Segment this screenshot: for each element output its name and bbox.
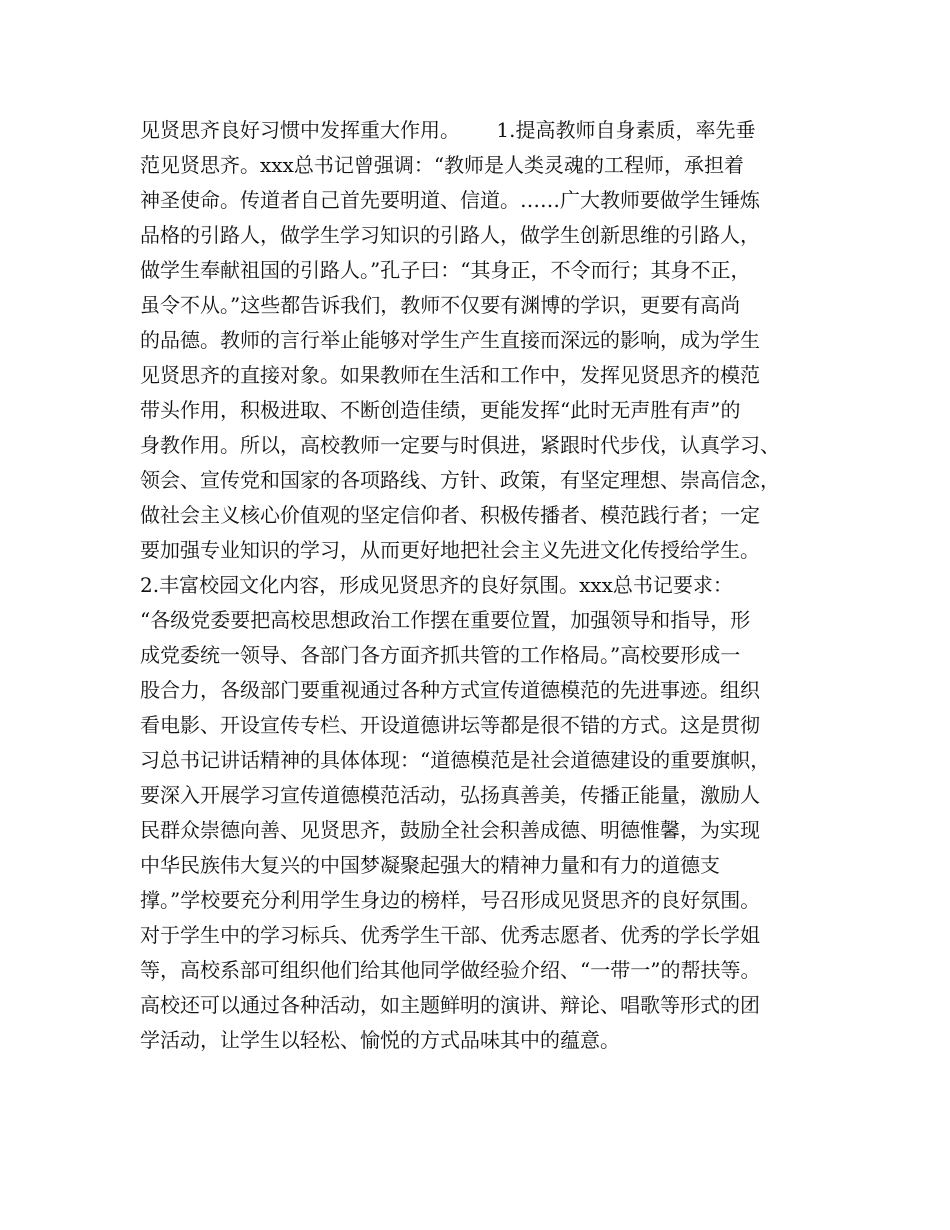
text-line: 成党委统一领导、各部门各方面齐抓共管的工作格局。”高校要形成一 — [140, 643, 741, 667]
text-line: 虽令不从。”这些都告诉我们，教师不仅要有渊博的学识，更要有高尚 — [140, 293, 741, 317]
text-line: 中华民族伟大复兴的中国梦凝聚起强大的精神力量和有力的道德支 — [140, 853, 720, 877]
text-line: 领会、宣传党和国家的各项路线、方针、政策，有坚定理想、崇高信念， — [140, 468, 780, 492]
text-line: 学活动，让学生以轻松、愉悦的方式品味其中的蕴意。 — [140, 1028, 620, 1052]
text-line: 要深入开展学习宣传道德模范活动，弘扬真善美，传播正能量，激励人 — [140, 783, 760, 807]
text-line: 2.丰富校园文化内容，形成见贤思齐的良好氛围。xxx总书记要求： — [140, 573, 733, 597]
text-line: 神圣使命。传道者自己首先要明道、信道。……广大教师要做学生锤炼 — [140, 188, 760, 212]
text-line: 高校还可以通过各种活动，如主题鲜明的演讲、辩论、唱歌等形式的团 — [140, 993, 760, 1017]
text-line: 带头作用，积极进取、不断创造佳绩，更能发挥“此时无声胜有声”的 — [140, 398, 741, 422]
text-line: 看电影、开设宣传专栏、开设道德讲坛等都是很不错的方式。这是贯彻 — [140, 713, 760, 737]
text-line: 范见贤思齐。xxx总书记曾强调：“教师是人类灵魂的工程师，承担着 — [140, 153, 745, 177]
text-line: 做学生奉献祖国的引路人。”孔子曰：“其身正，不令而行；其身不正， — [140, 258, 751, 282]
text-line: 品格的引路人，做学生学习知识的引路人，做学生创新思维的引路人， — [140, 223, 760, 247]
text-line: 民群众崇德向善、见贤思齐，鼓励全社会积善成德、明德惟馨，为实现 — [140, 818, 760, 842]
body-text — [140, 113, 830, 1058]
text-line: 要加强专业知识的学习，从而更好地把社会主义先进文化传授给学生。 — [140, 538, 760, 562]
text-line: 的品德。教师的言行举止能够对学生产生直接而深远的影响，成为学生 — [140, 328, 760, 352]
text-line: 习总书记讲话精神的具体体现：“道德模范是社会道德建设的重要旗帜， — [140, 748, 771, 772]
text-line: 见贤思齐的直接对象。如果教师在生活和工作中，发挥见贤思齐的模范 — [140, 363, 760, 387]
text-line: 见贤思齐良好习惯中发挥重大作用。 1.提高教师自身素质，率先垂 — [140, 118, 756, 142]
text-line: 股合力，各级部门要重视通过各种方式宣传道德模范的先进事迹。组织 — [140, 678, 760, 702]
text-line: 对于学生中的学习标兵、优秀学生干部、优秀志愿者、优秀的学长学姐 — [140, 923, 760, 947]
text-line: 做社会主义核心价值观的坚定信仰者、积极传播者、模范践行者；一定 — [140, 503, 760, 527]
text-line: 身教作用。所以，高校教师一定要与时俱进，紧跟时代步伐，认真学习、 — [140, 433, 780, 457]
text-line: 撑。”学校要充分利用学生身边的榜样，号召形成见贤思齐的良好氛围。 — [140, 888, 761, 912]
text-line: “各级党委要把高校思想政治工作摆在重要位置，加强领导和指导，形 — [140, 608, 751, 632]
text-line: 等，高校系部可组织他们给其他同学做经验介绍、“一带一”的帮扶等。 — [140, 958, 761, 982]
